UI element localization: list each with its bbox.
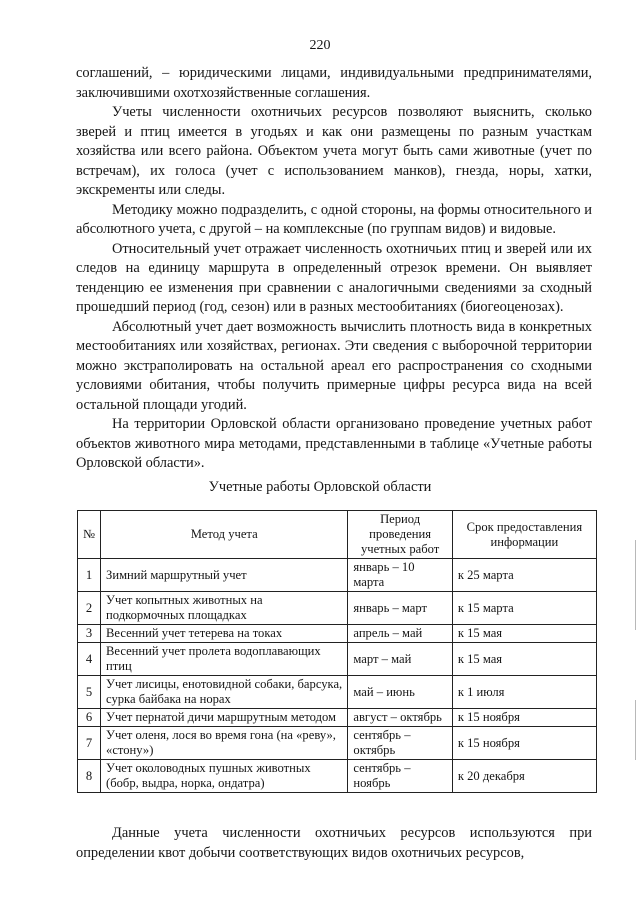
row-num: 2 bbox=[78, 592, 101, 625]
closing-text bbox=[76, 824, 592, 863]
row-num: 5 bbox=[78, 676, 101, 709]
header-num: № bbox=[78, 511, 101, 559]
row-period: март – май bbox=[348, 643, 452, 676]
row-num: 4 bbox=[78, 643, 101, 676]
header-method: Метод учета bbox=[101, 511, 348, 559]
row-deadline: к 25 марта bbox=[452, 559, 596, 592]
row-method: Весенний учет тетерева на токах bbox=[101, 625, 348, 643]
row-method: Учет копытных животных на подкормочных площадках bbox=[101, 592, 348, 625]
row-method: Учет оленя, лося во время гона (на «реву», «стону») bbox=[101, 727, 348, 760]
page-number: 220 bbox=[309, 38, 331, 53]
row-num: 1 bbox=[78, 559, 101, 592]
paragraph: Учеты численности охотничьих ресурсов позволяют выяснить, сколько зверей и птиц имеется в угодьях и как они размещены по разным участкам хозяйства или всего района. Объектом учета могут быть сами животные (учет по встречам), их голоса (учет с использованием манков), гнезда, норы, хатки, экскременты или следы. bbox=[76, 104, 592, 198]
row-method: Учет лисицы, енотовидной собаки, барсука, сурка байбака на норах bbox=[101, 676, 348, 709]
row-deadline: к 20 декабря bbox=[452, 760, 596, 793]
paragraph: Данные учета численности охотничьих ресурсов используются при определении квот добычи соответствующих видов охотничьих ресурсов, bbox=[76, 825, 592, 861]
scan-edge-mark bbox=[635, 700, 636, 760]
row-num: 6 bbox=[78, 709, 101, 727]
table-row bbox=[78, 592, 597, 625]
table-row bbox=[78, 760, 597, 793]
row-period: май – июнь bbox=[348, 676, 452, 709]
row-num: 7 bbox=[78, 727, 101, 760]
paragraph: Методику можно подразделить, с одной стороны, на формы относительного и абсолютного учета, с другой – на комплексные (по группам видов) и видовые. bbox=[76, 201, 592, 237]
table-row bbox=[78, 727, 597, 760]
row-period: апрель – май bbox=[348, 625, 452, 643]
row-deadline: к 1 июля bbox=[452, 676, 596, 709]
row-deadline: к 15 марта bbox=[452, 592, 596, 625]
paragraph: Абсолютный учет дает возможность вычислить плотность вида в конкретных местообитаниях или хозяйствах, регионах. Эти сведения с выборочной территории можно экстраполировать на остальной ареал его распространения со сходными условиями обитания, чтобы получить примерные цифры ресурса вида на всей остальной площади угодий. bbox=[76, 318, 592, 413]
paragraph: соглашений, – юридическими лицами, индивидуальными предпринимателями, заключившими охотхозяйственные соглашения. bbox=[76, 65, 592, 101]
row-num: 3 bbox=[78, 625, 101, 643]
row-period: январь – 10 марта bbox=[348, 559, 452, 592]
row-deadline: к 15 ноября bbox=[452, 709, 596, 727]
row-method: Учет пернатой дичи маршрутным методом bbox=[101, 709, 348, 727]
row-deadline: к 15 мая bbox=[452, 643, 596, 676]
body-text bbox=[76, 64, 592, 474]
accounting-works-table bbox=[77, 510, 597, 793]
table-title: Учетные работы Орловской области bbox=[208, 479, 432, 495]
row-period: август – октябрь bbox=[348, 709, 452, 727]
row-deadline: к 15 мая bbox=[452, 625, 596, 643]
header-deadline: Срок предоставления информации bbox=[452, 511, 596, 559]
row-period: сентябрь – октябрь bbox=[348, 727, 452, 760]
table-header-row bbox=[78, 511, 597, 559]
scan-edge-mark bbox=[635, 540, 636, 630]
paragraph: На территории Орловской области организовано проведение учетных работ объектов животного мира методами, представленными в таблице «Учетные работы Орловской области». bbox=[76, 416, 592, 471]
row-num: 8 bbox=[78, 760, 101, 793]
paragraph: Относительный учет отражает численность охотничьих птиц и зверей или их следов на единицу маршрута в определенный отрезок времени. Он выявляет тенденцию ее изменения при сравнении с аналогичными сведениями за сходный прошедший период (год, сезон) или в разных местообитаниях (биогеоценозах). bbox=[76, 240, 592, 315]
header-period: Период проведения учетных работ bbox=[348, 511, 452, 559]
row-deadline: к 15 ноября bbox=[452, 727, 596, 760]
table-row bbox=[78, 676, 597, 709]
table-row bbox=[78, 643, 597, 676]
row-method: Зимний маршрутный учет bbox=[101, 559, 348, 592]
table-row bbox=[78, 625, 597, 643]
row-method: Весенний учет пролета водоплавающих птиц bbox=[101, 643, 348, 676]
table-row bbox=[78, 559, 597, 592]
table-row bbox=[78, 709, 597, 727]
row-period: январь – март bbox=[348, 592, 452, 625]
row-method: Учет околоводных пушных животных (бобр, выдра, норка, ондатра) bbox=[101, 760, 348, 793]
row-period: сентябрь – ноябрь bbox=[348, 760, 452, 793]
